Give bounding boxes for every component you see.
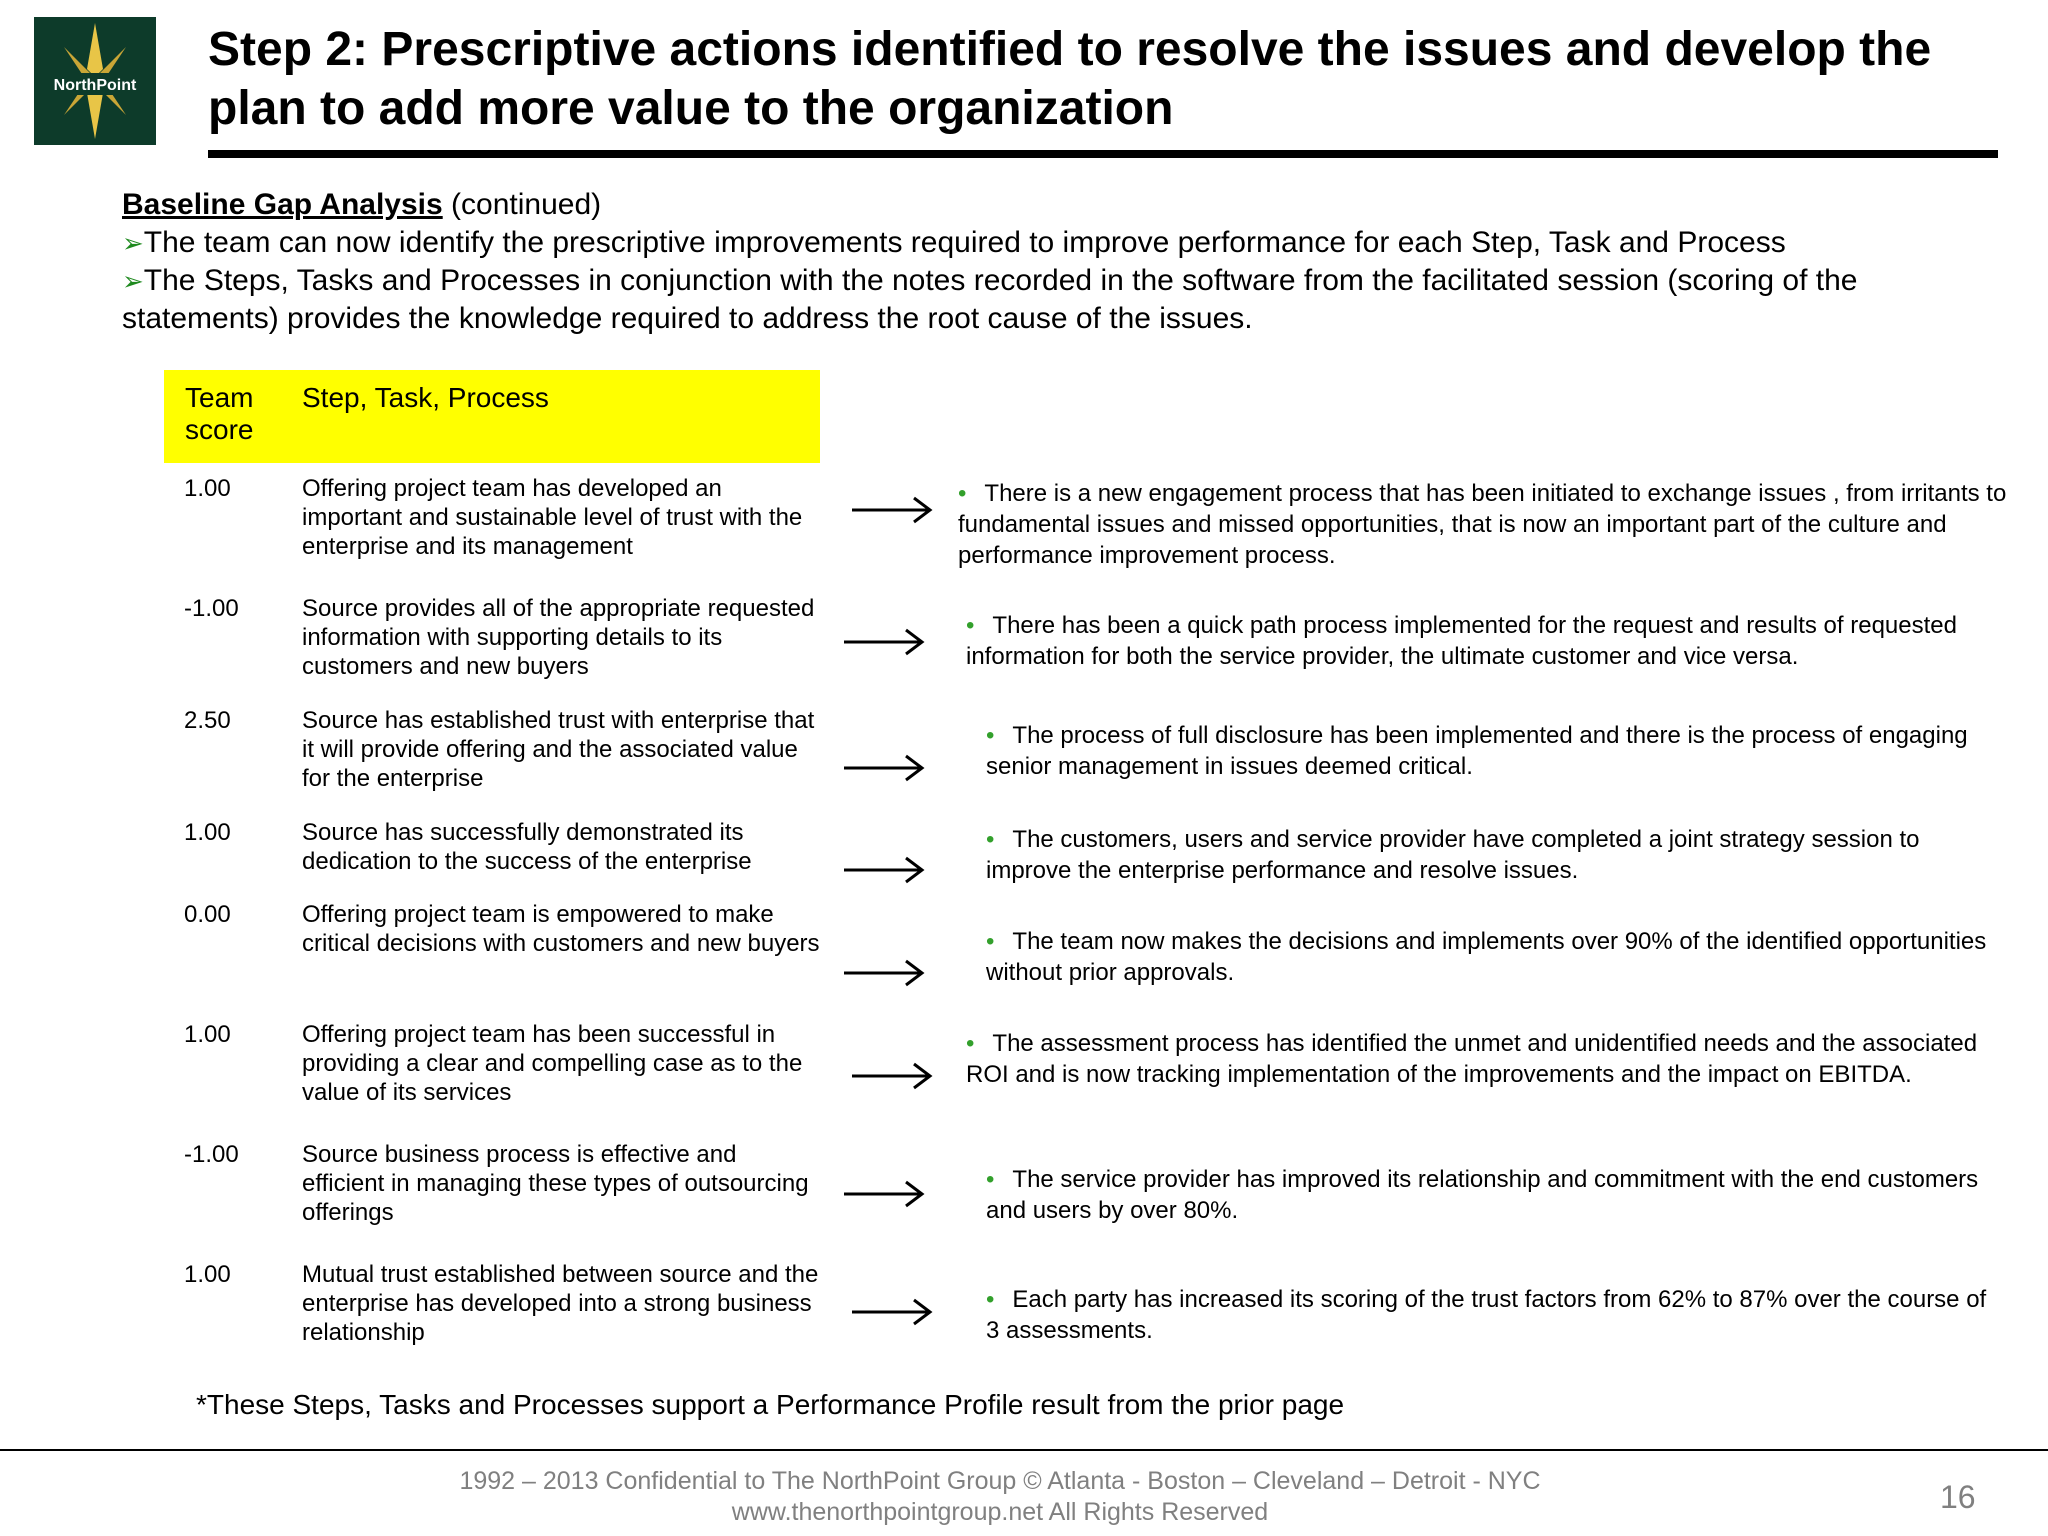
prescriptive-result bbox=[986, 926, 1996, 988]
page-title: Step 2: Prescriptive actions identified to resolve the issues and develop the plan to add more value to the organization bbox=[208, 23, 1932, 135]
step-description: Source has established trust with enterprise that it will provide offering and the associated value for the enterprise bbox=[302, 707, 815, 792]
prescriptive-result bbox=[986, 1284, 1996, 1346]
prescriptive-result bbox=[986, 824, 2006, 886]
northpoint-logo bbox=[34, 17, 156, 145]
bullet-dot-icon: • bbox=[986, 1166, 995, 1193]
intro-section bbox=[122, 186, 2002, 338]
step-description: Mutual trust established between source and the enterprise has developed into a strong business relationship bbox=[302, 1261, 819, 1346]
right-arrow-icon bbox=[850, 492, 934, 528]
header-team-score: Team score bbox=[185, 382, 254, 445]
result-text: There has been a quick path process implemented for the request and results of requested information for both the service provider, the ultimate customer and vice versa. bbox=[966, 612, 1957, 670]
bullet-dot-icon: • bbox=[986, 722, 995, 749]
step-description: Offering project team has been successful in providing a clear and compelling case as to the value of its services bbox=[302, 1021, 803, 1106]
step-description: Source provides all of the appropriate requested information with supporting details to its customers and new buyers bbox=[302, 595, 815, 680]
footer-divider bbox=[0, 1449, 2048, 1451]
team-score: 2.50 bbox=[184, 707, 231, 734]
team-score: 1.00 bbox=[184, 1021, 231, 1048]
step-description: Offering project team has developed an important and sustainable level of trust with the enterprise and its management bbox=[302, 475, 803, 560]
step-description: Source business process is effective and efficient in managing these types of outsourcing offerings bbox=[302, 1141, 809, 1226]
prescriptive-result bbox=[958, 478, 2018, 571]
footnote: *These Steps, Tasks and Processes support a Performance Profile result from the prior page bbox=[196, 1389, 1345, 1420]
bullet-dot-icon: • bbox=[986, 1286, 995, 1313]
bullet-dot-icon: • bbox=[966, 1030, 975, 1057]
result-text: The service provider has improved its relationship and commitment with the end customers and users by over 80%. bbox=[986, 1166, 1979, 1224]
result-text: Each party has increased its scoring of the trust factors from 62% to 87% over the course of 3 assessments. bbox=[986, 1286, 1987, 1344]
result-text: The process of full disclosure has been implemented and there is the process of engaging senior management in issues deemed critical. bbox=[986, 722, 1968, 780]
right-arrow-icon bbox=[842, 1176, 926, 1212]
bullet-dot-icon: • bbox=[986, 826, 995, 853]
bullet-dot-icon: • bbox=[986, 928, 995, 955]
page-number: 16 bbox=[1940, 1479, 1976, 1515]
team-score: 0.00 bbox=[184, 901, 231, 928]
header-step-task-process: Step, Task, Process bbox=[302, 382, 549, 413]
right-arrow-icon bbox=[842, 750, 926, 786]
prescriptive-result bbox=[986, 720, 1996, 782]
team-score: -1.00 bbox=[184, 1141, 239, 1168]
arrow-bullet-icon: ➢ bbox=[122, 228, 144, 258]
intro-bullet-text: The team can now identify the prescriptive improvements required to improve performance for each Step, Task and Process bbox=[143, 226, 1786, 259]
team-score: 1.00 bbox=[184, 819, 231, 846]
right-arrow-icon bbox=[850, 1058, 934, 1094]
intro-bullet bbox=[122, 224, 2002, 262]
intro-bullet bbox=[122, 262, 2002, 338]
result-text: The assessment process has identified the unmet and unidentified needs and the associated ROI and is now tracking implementation of the improvements and the impact on EBITDA. bbox=[966, 1030, 1978, 1088]
footer bbox=[300, 1466, 1700, 1528]
right-arrow-icon bbox=[850, 1294, 934, 1330]
section-heading-line bbox=[122, 186, 2002, 224]
table-header bbox=[164, 370, 820, 463]
title-divider bbox=[208, 150, 1998, 158]
logo-text: NorthPoint bbox=[53, 77, 137, 94]
bullet-dot-icon: • bbox=[966, 612, 975, 639]
step-description: Source has successfully demonstrated its dedication to the success of the enterprise bbox=[302, 819, 752, 875]
intro-bullet-text: The Steps, Tasks and Processes in conjunction with the notes recorded in the software from the facilitated session (scoring of the statements) provides the knowledge required to address the root cause of the issues. bbox=[122, 264, 1858, 335]
footer-website: www.thenorthpointgroup.net All Rights Reserved bbox=[731, 1498, 1269, 1526]
section-heading-suffix: (continued) bbox=[442, 188, 602, 221]
prescriptive-result bbox=[966, 610, 1996, 672]
section-heading: Baseline Gap Analysis bbox=[122, 188, 443, 221]
prescriptive-result bbox=[966, 1028, 1996, 1090]
bullet-dot-icon: • bbox=[958, 480, 967, 507]
step-description: Offering project team is empowered to make critical decisions with customers and new buyers bbox=[302, 901, 820, 957]
team-score: -1.00 bbox=[184, 595, 239, 622]
right-arrow-icon bbox=[842, 955, 926, 991]
team-score: 1.00 bbox=[184, 475, 231, 502]
result-text: The team now makes the decisions and implements over 90% of the identified opportunities without prior approvals. bbox=[986, 928, 1987, 986]
compass-star-icon bbox=[34, 17, 156, 145]
right-arrow-icon bbox=[842, 624, 926, 660]
team-score: 1.00 bbox=[184, 1261, 231, 1288]
right-arrow-icon bbox=[842, 852, 926, 888]
prescriptive-result bbox=[986, 1164, 1996, 1226]
result-text: There is a new engagement process that has been initiated to exchange issues , from irritants to fundamental issues and missed opportunities, that is now an important part of the culture and performance improvement process. bbox=[958, 480, 2007, 569]
arrow-bullet-icon: ➢ bbox=[122, 266, 144, 296]
result-text: The customers, users and service provider have completed a joint strategy session to improve the enterprise performance and resolve issues. bbox=[986, 826, 1920, 884]
footer-confidential: 1992 – 2013 Confidential to The NorthPoint Group © Atlanta - Boston – Cleveland – Detroit - NYC bbox=[459, 1467, 1541, 1495]
